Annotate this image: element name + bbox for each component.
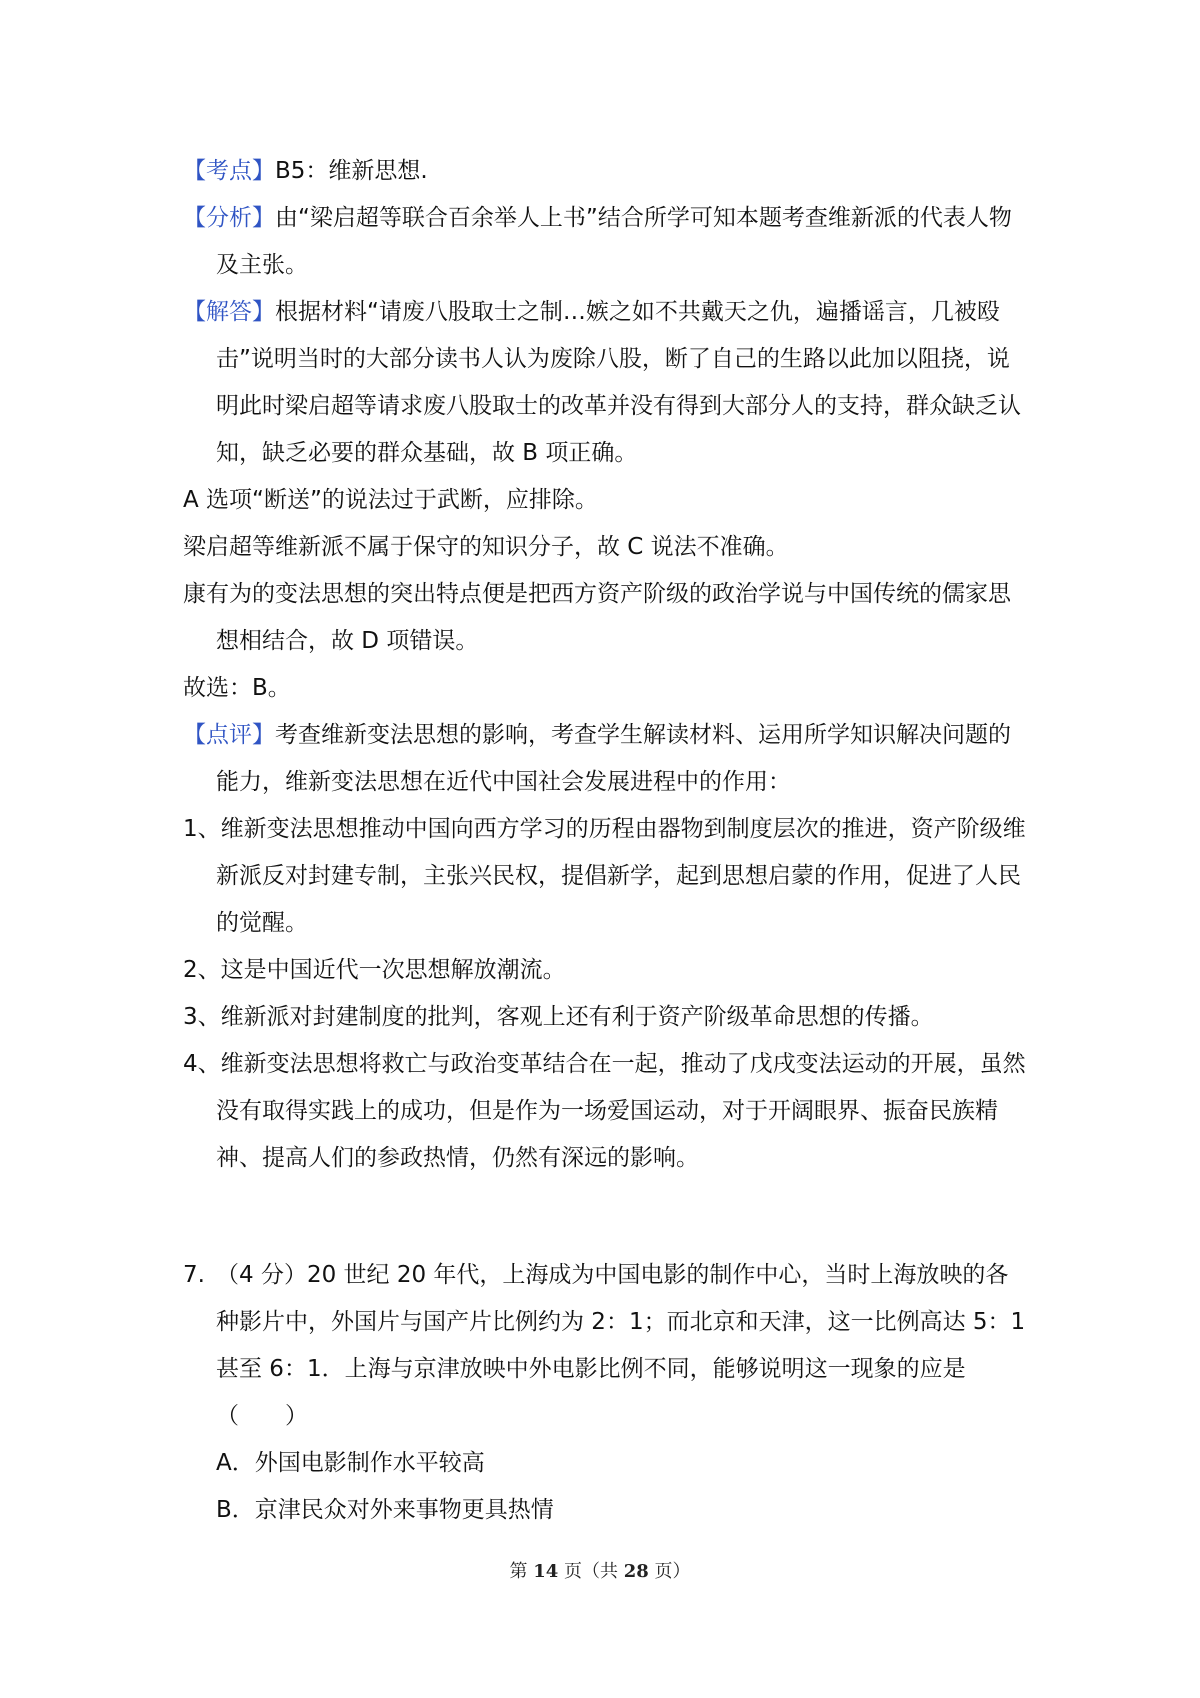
option-b: B．京津民众对外来事物更具热情 [216,1497,554,1523]
fenxi-text: 由“梁启超等联合百余举人上书”结合所学可知本题考查维新派的代表人物及主张。 [216,205,1012,278]
jieda-text: 根据材料“请废八股取士之制…嫉之如不共戴天之仇，遍播谣言，几被殴击”说明当时的大部分读书人认为废除八股，断了自己的生路以此加以阻挠，说明此时梁启超等请求废八股取士的改革并没有得到大部分人的支持，群众缺乏认知，缺乏必要的群众基础，故 B 项正确。 [216,299,1021,466]
answer-analysis [183,148,1028,1534]
dianping-paragraph [183,712,1028,806]
footer-prefix: 第 [509,1561,534,1582]
footer-suffix: 页） [648,1561,691,1582]
point-item: 4、维新变法思想将救亡与政治变革结合在一起，推动了戊戌变法运动的开展，虽然没有取得实践上的成功，但是作为一场爱国运动，对于开阔眼界、振奋民族精神、提高人们的参政热情，仍然有深远的影响。 [183,1051,1026,1171]
fenxi-paragraph [183,195,1028,289]
point-item: 3、维新派对封建制度的批判，客观上还有利于资产阶级革命思想的传播。 [183,1004,934,1030]
footer-middle: 页（共 [558,1561,624,1582]
kaodian-paragraph [183,148,1028,195]
dianping-tag: 【点评】 [183,722,275,748]
kaodian-tag: 【考点】 [183,158,275,184]
option-a: A．外国电影制作水平较高 [216,1450,485,1476]
dianping-text: 考查维新变法思想的影响，考查学生解读材料、运用所学知识解决问题的能力，维新变法思想在近代中国社会发展进程中的作用： [216,722,1011,795]
kaodian-text: B5：维新思想. [275,158,428,184]
option-d-explanation: 康有为的变法思想的突出特点便是把西方资产阶级的政治学说与中国传统的儒家思想相结合，故 D 项错误。 [183,581,1011,654]
option-a-explanation: A 选项“断送”的说法过于武断，应排除。 [183,487,598,513]
point-item: 1、维新变法思想推动中国向西方学习的历程由器物到制度层次的推进，资产阶级维新派反对封建专制，主张兴民权，提倡新学，起到思想启蒙的作用，促进了人民的觉醒。 [183,816,1026,936]
option-c-explanation: 梁启超等维新派不属于保守的知识分子，故 C 说法不准确。 [183,534,789,560]
fenxi-tag: 【分析】 [183,205,275,231]
footer-total-pages: 28 [623,1561,649,1582]
question-number: 7. [183,1262,205,1288]
section-spacer [183,1182,1028,1252]
page-footer [0,1557,1200,1583]
question-7 [183,1252,1028,1440]
jieda-paragraph [183,289,1028,477]
footer-page-number: 14 [533,1561,559,1582]
question-text: （4 分）20 世纪 20 年代，上海成为中国电影的制作中心，当时上海放映的各种影片中，外国片与国产片比例约为 2：1；而北京和天津，这一比例高达 5：1 甚至 6：1．上海与京津放映中外电影比例不同，能够说明这一现象的应是（ ） [216,1262,1026,1429]
point-item: 2、这是中国近代一次思想解放潮流。 [183,957,566,983]
answer-line: 故选：B。 [183,675,291,701]
jieda-tag: 【解答】 [183,299,275,325]
